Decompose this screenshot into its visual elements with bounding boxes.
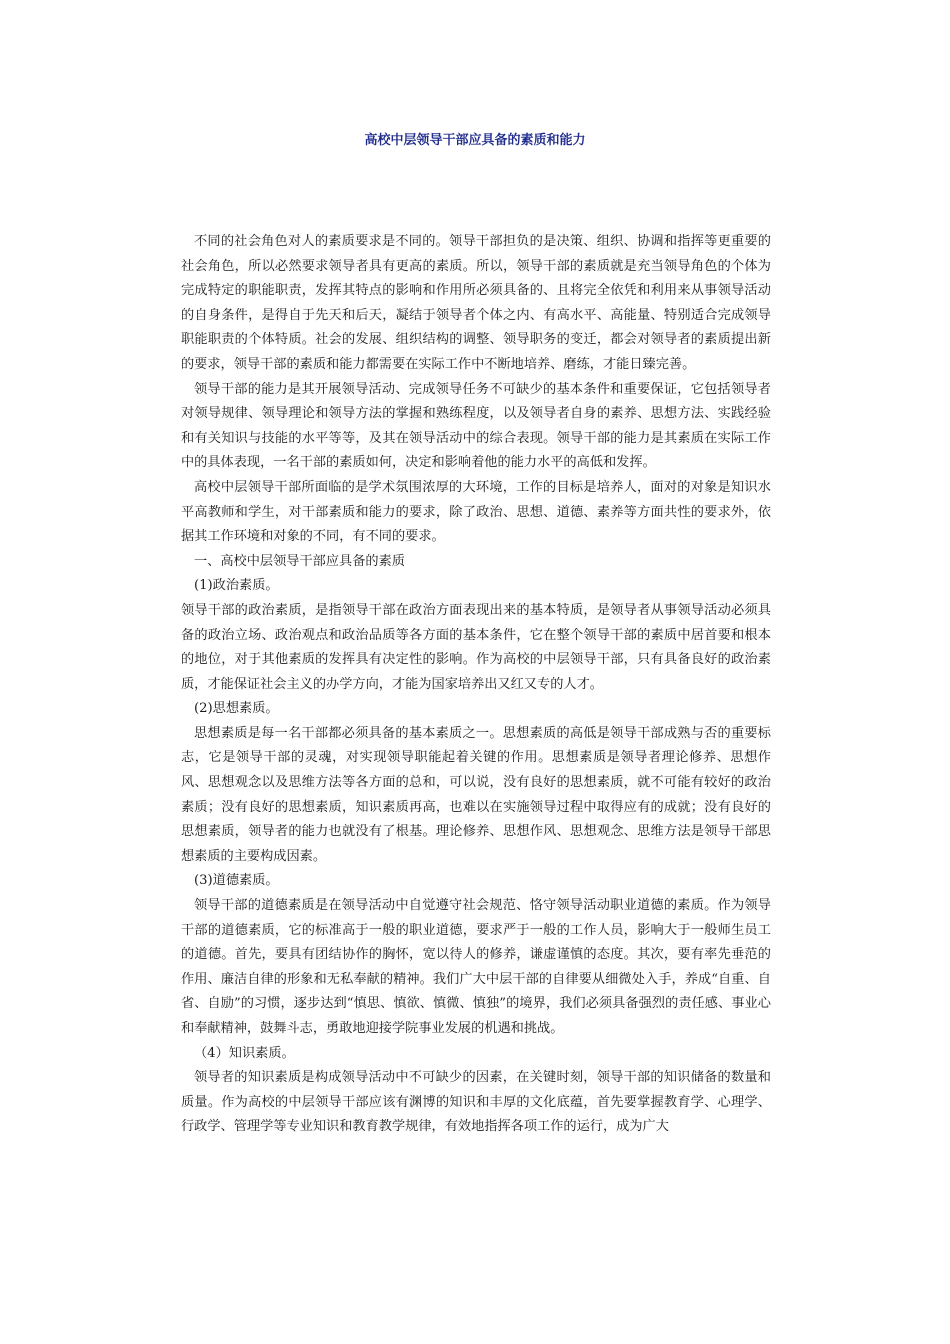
subheading-ideological: (2)思想素质。: [194, 701, 279, 717]
document-body: [181, 230, 771, 1140]
paragraph-intro: 不同的社会角色对人的素质要求是不同的。领导干部担负的是决策、组织、协调和指挥等更重要的社会角色，所以必然要求领导者具有更高的素质。所以，领导干部的素质就是充当领导角色的个体为完成特定的职能职责，发挥其特点的影响和作用所必须具备的、且将完全依凭和利用来从事领导活动的自身条件，是得自于先天和后天，凝结于领导者个体之内、有高水平、高能量、特别适合完成领导职能职责的个体特质。社会的发展、组织结构的调整、领导职务的变迁，都会对领导者的素质提出新的要求，领导干部的素质和能力都需要在实际工作中不断地培养、磨练，才能日臻完善。: [181, 234, 771, 372]
subheading-political: (1)政治素质。: [194, 578, 279, 594]
section-heading: 一、高校中层领导干部应具备的素质: [194, 553, 405, 569]
paragraph-ability: 领导干部的能力是其开展领导活动、完成领导任务不可缺少的基本条件和重要保证，它包括领导者对领导规律、领导理论和领导方法的掌握和熟练程度，以及领导者自身的素养、思想方法、实践经验和有关知识与技能的水平等等，及其在领导活动中的综合表现。领导干部的能力是其素质在实际工作中的具体表现，一名干部的素质如何，决定和影响着他的能力水平的高低和发挥。: [181, 381, 771, 471]
paragraph-political: 领导干部的政治素质，是指领导干部在政治方面表现出来的基本特质，是领导者从事领导活动必须具备的政治立场、政治观点和政治品质等各方面的基本条件，它在整个领导干部的素质中居首要和根本的地位，对于其他素质的发挥具有决定性的影响。作为高校的中层领导干部，只有具备良好的政治素质，才能保证社会主义的办学方向，才能为国家培养出又红又专的人才。: [181, 602, 771, 692]
paragraph-environment: 高校中层领导干部所面临的是学术氛围浓厚的大环境，工作的目标是培养人，面对的对象是知识水平高教师和学生，对干部素质和能力的要求，除了政治、思想、道德、素养等方面共性的要求外，依据其工作环境和对象的不同，有不同的要求。: [181, 479, 771, 545]
paragraph-ideological: 思想素质是每一名干部都必须具备的基本素质之一。思想素质的高低是领导干部成熟与否的重要标志，它是领导干部的灵魂，对实现领导职能起着关键的作用。思想素质是领导者理论修养、思想作风、思想观念以及思维方法等各方面的总和，可以说，没有良好的思想素质，就不可能有较好的政治素质；没有良好的思想素质，知识素质再高，也难以在实施领导过程中取得应有的成就；没有良好的思想素质，领导者的能力也就没有了根基。理论修养、思想作风、思想观念、思维方法是领导干部思想素质的主要构成因素。: [181, 725, 771, 864]
document-title: 高校中层领导干部应具备的素质和能力: [364, 133, 586, 148]
subheading-knowledge: （4）知识素质。: [194, 1045, 295, 1061]
subheading-moral: (3)道德素质。: [194, 873, 279, 889]
paragraph-knowledge: 领导者的知识素质是构成领导活动中不可缺少的因素，在关键时刻，领导干部的知识储备的数量和质量。作为高校的中层领导干部应该有渊博的知识和丰厚的文化底蕴，首先要掌握教育学、心理学、行政学、管理学等专业知识和教育教学规律，有效地指挥各项工作的运行，成为广大: [181, 1070, 771, 1135]
paragraph-moral: 领导干部的道德素质是在领导活动中自觉遵守社会规范、恪守领导活动职业道德的素质。作为领导干部的道德素质，它的标准高于一般的职业道德，要求严于一般的工作人员，影响大于一般师生员工的道德。首先，要具有团结协作的胸怀，宽以待人的修养，谦虚谨慎的态度。其次，要有率先垂范的作用、廉洁自律的形象和无私奉献的精神。我们广大中层干部的自律要从细微处入手，养成“自重、自省、自励”的习惯，逐步达到“慎思、慎欲、慎微、慎独”的境界，我们必须具备强烈的责任感、事业心和奉献精神，鼓舞斗志，勇敢地迎接学院事业发展的机遇和挑战。: [181, 898, 771, 1036]
